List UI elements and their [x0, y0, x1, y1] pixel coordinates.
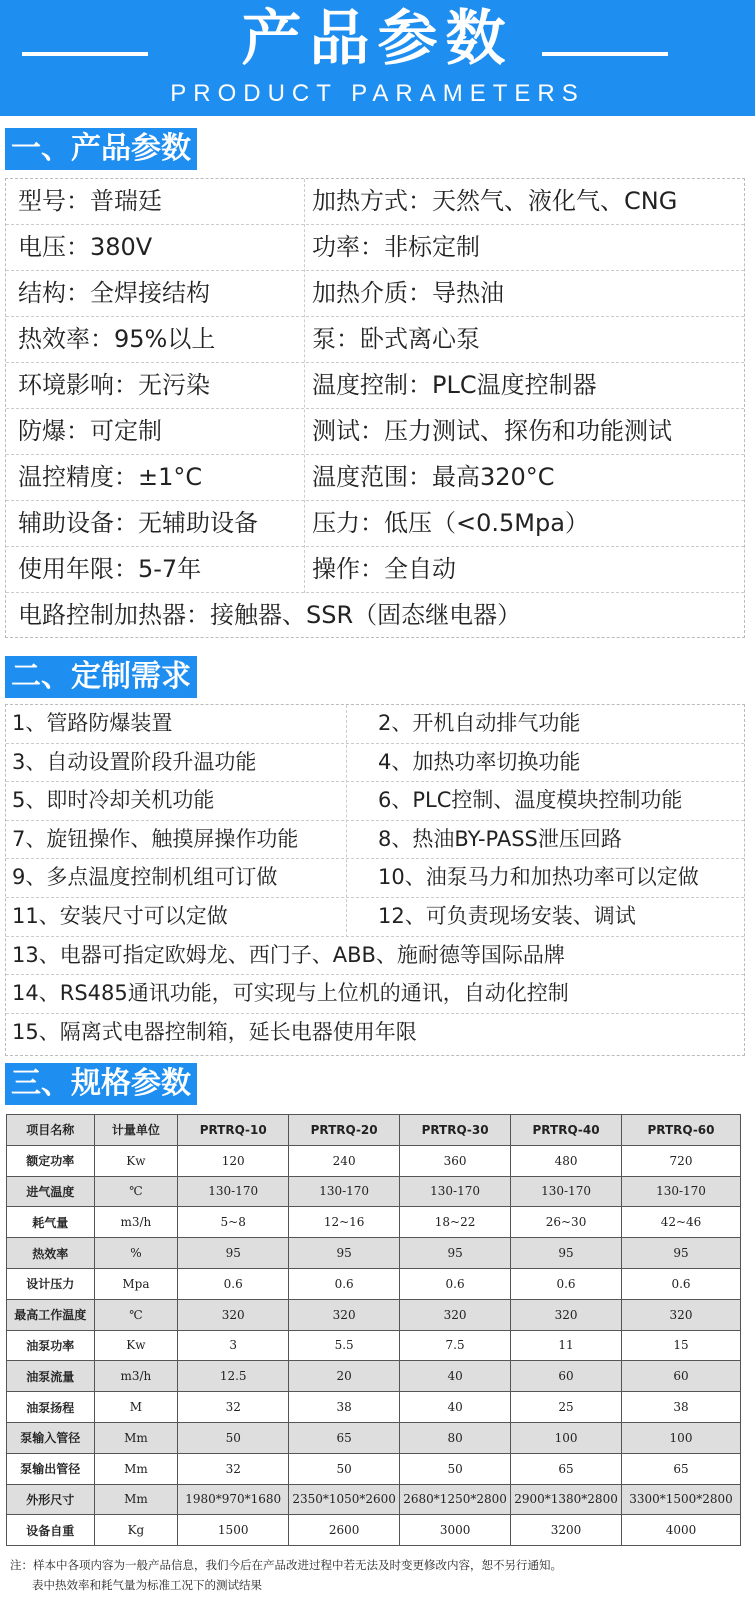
table-cell: 0.6: [289, 1268, 400, 1299]
param-row: [6, 317, 744, 363]
table-cell: 320: [178, 1299, 289, 1330]
param-left: 电压：380V: [18, 233, 153, 261]
table-cell: ℃: [94, 1299, 178, 1330]
table-header-row: [7, 1115, 741, 1146]
table-cell: 2900*1380*2800: [511, 1484, 622, 1515]
table-cell: 热效率: [7, 1238, 95, 1269]
requirement-row: [6, 782, 744, 821]
param-right: 压力：低压（<0.5Mpa）: [312, 509, 589, 537]
param-right: 加热方式：天然气、液化气、CNG: [312, 187, 678, 215]
table-cell: 320: [400, 1299, 511, 1330]
table-cell: 2600: [289, 1515, 400, 1546]
table-cell: 最高工作温度: [7, 1299, 95, 1330]
table-cell: 0.6: [622, 1268, 741, 1299]
param-row-full: [6, 593, 744, 639]
table-cell: 130-170: [400, 1176, 511, 1207]
table-cell: 95: [400, 1238, 511, 1269]
table-cell: 油泵功率: [7, 1330, 95, 1361]
table-cell: ℃: [94, 1176, 178, 1207]
param-right: 测试：压力测试、探伤和功能测试: [312, 417, 672, 445]
param-right: 功率：非标定制: [312, 233, 480, 261]
requirement-right: 4、加热功率切换功能: [378, 749, 581, 774]
table-cell: 5~8: [178, 1207, 289, 1238]
table-cell: 95: [511, 1238, 622, 1269]
table-cell: 42~46: [622, 1207, 741, 1238]
table-row: [7, 1422, 741, 1453]
table-cell: 65: [511, 1453, 622, 1484]
table-cell: 5.5: [289, 1330, 400, 1361]
table-cell: 95: [178, 1238, 289, 1269]
table-cell: 65: [622, 1453, 741, 1484]
table-cell: 耗气量: [7, 1207, 95, 1238]
table-row: [7, 1145, 741, 1176]
param-right: 温度范围：最高320°C: [312, 463, 555, 491]
param-left: 结构：全焊接结构: [18, 279, 210, 307]
table-cell: Mpa: [94, 1268, 178, 1299]
table-cell: 50: [178, 1422, 289, 1453]
table-cell: Kw: [94, 1145, 178, 1176]
table-header-cell: PRTRQ-20: [289, 1115, 400, 1146]
param-right: 加热介质：导热油: [312, 279, 504, 307]
table-row: [7, 1207, 741, 1238]
table-cell: 11: [511, 1330, 622, 1361]
table-cell: 油泵流量: [7, 1361, 95, 1392]
table-cell: 12.5: [178, 1361, 289, 1392]
table-cell: 设计压力: [7, 1268, 95, 1299]
table-header-cell: PRTRQ-10: [178, 1115, 289, 1146]
table-row: [7, 1238, 741, 1269]
header-banner: [0, 0, 755, 116]
table-cell: 进气温度: [7, 1176, 95, 1207]
table-cell: Mm: [94, 1422, 178, 1453]
note-line-1: 注：样本中各项内容为一般产品信息，我们今后在产品改进过程中若无法及时变更修改内容，恕不另行通知。: [10, 1558, 562, 1572]
requirement-left: 9、多点温度控制机组可订做: [12, 865, 278, 890]
table-cell: 60: [622, 1361, 741, 1392]
table-cell: 100: [622, 1422, 741, 1453]
param-row: [6, 363, 744, 409]
requirement-row-full: [6, 1014, 744, 1053]
table-cell: 240: [289, 1145, 400, 1176]
table-cell: 95: [622, 1238, 741, 1269]
table-cell: 38: [289, 1392, 400, 1423]
table-cell: 12~16: [289, 1207, 400, 1238]
param-full: 电路控制加热器：接触器、SSR（固态继电器）: [18, 601, 522, 629]
requirement-row: [6, 821, 744, 860]
table-cell: 2680*1250*2800: [400, 1484, 511, 1515]
table-cell: Kw: [94, 1330, 178, 1361]
table-cell: 0.6: [400, 1268, 511, 1299]
table-row: [7, 1299, 741, 1330]
param-left: 使用年限：5-7年: [18, 555, 202, 583]
table-cell: 7.5: [400, 1330, 511, 1361]
table-cell: 泵输出管径: [7, 1453, 95, 1484]
table-cell: 60: [511, 1361, 622, 1392]
table-cell: 320: [511, 1299, 622, 1330]
param-row: [6, 455, 744, 501]
table-cell: 360: [400, 1145, 511, 1176]
banner-subtitle: PRODUCT PARAMETERS: [170, 80, 585, 107]
table-cell: 130-170: [511, 1176, 622, 1207]
requirement-right: 2、开机自动排气功能: [378, 711, 581, 735]
param-left: 型号：普瑞廷: [18, 187, 162, 215]
table-cell: 油泵扬程: [7, 1392, 95, 1423]
table-header-cell: PRTRQ-30: [400, 1115, 511, 1146]
table-cell: 20: [289, 1361, 400, 1392]
requirement-left: 7、旋钮操作、触摸屏操作功能: [12, 826, 299, 851]
table-cell: 1500: [178, 1515, 289, 1546]
table-cell: 4000: [622, 1515, 741, 1546]
param-right: 泵：卧式离心泵: [312, 325, 480, 353]
requirement-right: 12、可负责现场安装、调试: [378, 904, 636, 928]
table-cell: m3/h: [94, 1361, 178, 1392]
table-cell: 0.6: [511, 1268, 622, 1299]
table-cell: 130-170: [289, 1176, 400, 1207]
requirement-right: 6、PLC控制、温度模块控制功能: [378, 788, 683, 813]
table-cell: 3300*1500*2800: [622, 1484, 741, 1515]
product-params-box: [5, 178, 745, 638]
table-header-cell: 计量单位: [94, 1115, 178, 1146]
table-cell: 15: [622, 1330, 741, 1361]
table-cell: 130-170: [178, 1176, 289, 1207]
table-cell: 50: [400, 1453, 511, 1484]
table-cell: 0.6: [178, 1268, 289, 1299]
requirement-full: 15、隔离式电器控制箱，延长电器使用年限: [12, 1019, 417, 1044]
param-left: 防爆：可定制: [18, 417, 162, 445]
table-cell: 3200: [511, 1515, 622, 1546]
requirement-row-full: [6, 975, 744, 1014]
requirement-row: [6, 744, 744, 783]
table-cell: 50: [289, 1453, 400, 1484]
table-cell: 设备自重: [7, 1515, 95, 1546]
table-cell: Mm: [94, 1453, 178, 1484]
table-cell: 1980*970*1680: [178, 1484, 289, 1515]
table-header-cell: PRTRQ-60: [622, 1115, 741, 1146]
section2-heading: 二、定制需求: [5, 656, 197, 698]
table-cell: 3: [178, 1330, 289, 1361]
param-right: 操作：全自动: [312, 555, 456, 583]
param-row: [6, 179, 744, 225]
requirement-right: 8、热油BY-PASS泄压回路: [378, 826, 622, 851]
param-row: [6, 501, 744, 547]
requirement-row-full: [6, 937, 744, 976]
param-right: 温度控制：PLC温度控制器: [312, 371, 597, 399]
param-row: [6, 547, 744, 593]
table-cell: Mm: [94, 1484, 178, 1515]
requirement-left: 3、自动设置阶段升温功能: [12, 749, 257, 774]
table-cell: 40: [400, 1361, 511, 1392]
requirement-left: 11、安装尺寸可以定做: [12, 904, 228, 928]
table-cell: 320: [622, 1299, 741, 1330]
param-row: [6, 225, 744, 271]
table-cell: 2350*1050*2600: [289, 1484, 400, 1515]
spec-table: [6, 1114, 741, 1546]
table-cell: 320: [289, 1299, 400, 1330]
table-cell: %: [94, 1238, 178, 1269]
table-cell: M: [94, 1392, 178, 1423]
table-row: [7, 1176, 741, 1207]
table-cell: 120: [178, 1145, 289, 1176]
table-cell: 外形尺寸: [7, 1484, 95, 1515]
banner-title: 产品参数: [241, 4, 514, 74]
table-row: [7, 1453, 741, 1484]
table-cell: 38: [622, 1392, 741, 1423]
table-cell: 32: [178, 1392, 289, 1423]
table-header-cell: 项目名称: [7, 1115, 95, 1146]
table-row: [7, 1361, 741, 1392]
table-cell: 720: [622, 1145, 741, 1176]
param-left: 热效率：95%以上: [18, 325, 216, 353]
table-row: [7, 1330, 741, 1361]
table-cell: 额定功率: [7, 1145, 95, 1176]
requirement-left: 5、即时冷却关机功能: [12, 788, 215, 813]
table-cell: 40: [400, 1392, 511, 1423]
table-cell: 480: [511, 1145, 622, 1176]
param-left: 辅助设备：无辅助设备: [18, 509, 258, 537]
section3-heading: 三、规格参数: [5, 1063, 197, 1105]
table-row: [7, 1268, 741, 1299]
table-cell: 95: [289, 1238, 400, 1269]
table-cell: m3/h: [94, 1207, 178, 1238]
requirement-row: [6, 859, 744, 898]
requirement-full: 14、RS485通讯功能，可实现与上位机的通讯，自动化控制: [12, 981, 569, 1006]
table-cell: Kg: [94, 1515, 178, 1546]
table-cell: 25: [511, 1392, 622, 1423]
requirement-full: 13、电器可指定欧姆龙、西门子、ABB、施耐德等国际品牌: [12, 942, 565, 967]
requirement-right: 10、油泵马力和加热功率可以定做: [378, 865, 699, 890]
param-row: [6, 271, 744, 317]
custom-requirements-box: [5, 704, 745, 1056]
table-cell: 100: [511, 1422, 622, 1453]
table-cell: 18~22: [400, 1207, 511, 1238]
requirement-row: [6, 898, 744, 937]
table-cell: 3000: [400, 1515, 511, 1546]
table-header-cell: PRTRQ-40: [511, 1115, 622, 1146]
param-row: [6, 409, 744, 455]
table-row: [7, 1392, 741, 1423]
table-cell: 泵输入管径: [7, 1422, 95, 1453]
requirement-row: [6, 705, 744, 744]
table-cell: 32: [178, 1453, 289, 1484]
table-cell: 130-170: [622, 1176, 741, 1207]
note-line-2: 表中热效率和耗气量为标准工况下的测试结果: [32, 1578, 262, 1592]
table-cell: 80: [400, 1422, 511, 1453]
table-row: [7, 1484, 741, 1515]
table-cell: 26~30: [511, 1207, 622, 1238]
param-left: 环境影响：无污染: [18, 371, 210, 399]
table-cell: 65: [289, 1422, 400, 1453]
table-row: [7, 1515, 741, 1546]
param-left: 温控精度：±1°C: [18, 463, 203, 491]
requirement-left: 1、管路防爆装置: [12, 711, 173, 735]
section1-heading: 一、产品参数: [5, 128, 197, 170]
